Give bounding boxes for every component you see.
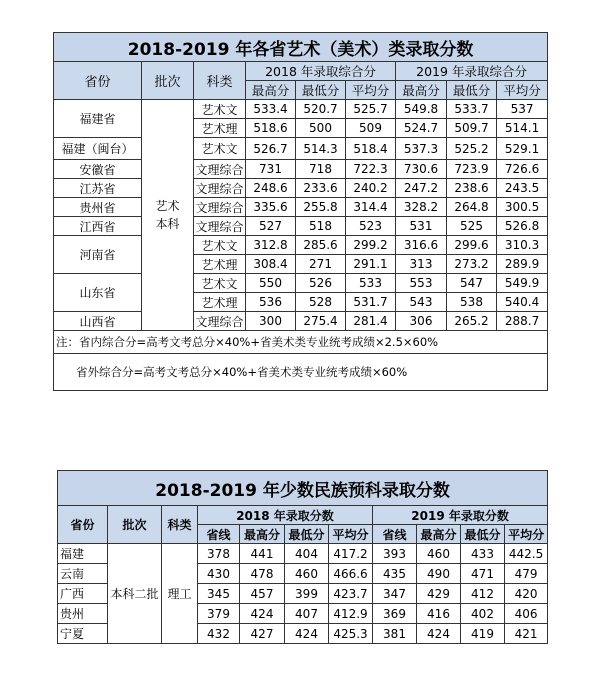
value-cell: 369 [373,604,417,624]
value-cell: 248.6 [246,179,296,198]
header-2018: 2018 年录取综合分 [246,62,396,81]
value-cell: 419 [461,624,505,644]
header-2018-line: 省线 [198,525,240,544]
header-2019-line: 省线 [373,525,417,544]
header-2018-max: 最高分 [246,81,296,100]
value-cell: 479 [505,564,548,584]
table-row [54,160,548,179]
value-cell: 718 [296,160,346,179]
header-2019-min: 最低分 [461,525,505,544]
value-cell: 509.7 [447,119,497,138]
header-2019: 2019 年录取分数 [373,506,548,525]
value-cell: 730.6 [396,160,447,179]
table-row [54,179,548,198]
header-2019-avg: 平均分 [505,525,548,544]
value-cell: 529.1 [497,138,548,160]
value-cell: 433 [461,544,505,564]
subject-cell: 艺术理 [194,293,246,312]
value-cell: 731 [246,160,296,179]
value-cell: 291.1 [346,255,396,274]
value-cell: 313 [396,255,447,274]
value-cell: 402 [461,604,505,624]
value-cell: 247.2 [396,179,447,198]
value-cell: 525.2 [447,138,497,160]
value-cell: 424 [240,604,285,624]
value-cell: 345 [198,584,240,604]
header-subject: 科类 [162,506,198,544]
table-row [54,198,548,217]
value-cell: 549.9 [497,274,548,293]
header-2019-min: 最低分 [447,81,497,100]
value-cell: 243.5 [497,179,548,198]
subject-cell: 文理综合 [194,312,246,331]
value-cell: 423.7 [329,584,373,604]
value-cell: 393 [373,544,417,564]
value-cell: 500 [296,119,346,138]
art-admission-table [53,32,548,391]
value-cell: 308.4 [246,255,296,274]
value-cell: 299.6 [447,236,497,255]
header-2019: 2019 年录取综合分 [396,62,548,81]
province-cell: 福建（闽台） [54,138,142,160]
value-cell: 425.3 [329,624,373,644]
value-cell: 550 [246,274,296,293]
value-cell: 531.7 [346,293,396,312]
value-cell: 524.7 [396,119,447,138]
value-cell: 547 [447,274,497,293]
value-cell: 523 [346,217,396,236]
value-cell: 533.7 [447,100,497,119]
value-cell: 514.1 [497,119,548,138]
value-cell: 537 [497,100,548,119]
value-cell: 466.6 [329,564,373,584]
subject-cell: 艺术文 [194,138,246,160]
table-row [54,100,548,119]
header-2018-min: 最低分 [285,525,329,544]
header-2019-max: 最高分 [396,81,447,100]
value-cell: 478 [240,564,285,584]
value-cell: 525 [447,217,497,236]
table-row [54,217,548,236]
value-cell: 316.6 [396,236,447,255]
header-2018-max: 最高分 [240,525,285,544]
province-cell: 河南省 [54,236,142,274]
value-cell: 264.8 [447,198,497,217]
value-cell: 527 [246,217,296,236]
value-cell: 531 [396,217,447,236]
table-row [58,544,548,564]
value-cell: 412.9 [329,604,373,624]
province-cell: 山东省 [54,274,142,312]
value-cell: 424 [417,624,461,644]
value-cell: 416 [417,604,461,624]
header-2018: 2018 年录取分数 [198,506,373,525]
value-cell: 335.6 [246,198,296,217]
value-cell: 427 [240,624,285,644]
province-cell: 安徽省 [54,160,142,179]
value-cell: 412 [461,584,505,604]
value-cell: 537.3 [396,138,447,160]
value-cell: 540.4 [497,293,548,312]
value-cell: 417.2 [329,544,373,564]
value-cell: 312.8 [246,236,296,255]
value-cell: 271 [296,255,346,274]
batch-cell: 艺术 本科 [142,100,194,331]
minority-table-title: 2018-2019 年少数民族预科录取分数 [58,471,548,506]
province-cell: 江西省 [54,217,142,236]
province-cell: 福建 [58,544,108,564]
province-cell: 云南 [58,564,108,584]
value-cell: 553 [396,274,447,293]
subject-cell: 文理综合 [194,179,246,198]
subject-cell: 文理综合 [194,198,246,217]
value-cell: 543 [396,293,447,312]
value-cell: 435 [373,564,417,584]
value-cell: 379 [198,604,240,624]
value-cell: 240.2 [346,179,396,198]
value-cell: 406 [505,604,548,624]
value-cell: 233.6 [296,179,346,198]
value-cell: 509 [346,119,396,138]
value-cell: 310.3 [497,236,548,255]
province-cell: 贵州省 [54,198,142,217]
header-batch: 批次 [142,62,194,100]
province-cell: 广西 [58,584,108,604]
subject-cell: 艺术理 [194,255,246,274]
value-cell: 281.4 [346,312,396,331]
value-cell: 722.3 [346,160,396,179]
value-cell: 528 [296,293,346,312]
value-cell: 430 [198,564,240,584]
value-cell: 399 [285,584,329,604]
value-cell: 347 [373,584,417,604]
value-cell: 442.5 [505,544,548,564]
value-cell: 526.7 [246,138,296,160]
value-cell: 299.2 [346,236,396,255]
formula-note-domestic: 注：省内综合分=高考文考总分×40%+省美术类专业统考成绩×2.5×60% [54,331,548,354]
table-row [54,236,548,255]
value-cell: 536 [246,293,296,312]
value-cell: 457 [240,584,285,604]
subject-cell: 文理综合 [194,160,246,179]
value-cell: 255.8 [296,198,346,217]
value-cell: 460 [417,544,461,564]
table-row [54,138,548,160]
value-cell: 429 [417,584,461,604]
value-cell: 533.4 [246,100,296,119]
province-cell: 贵州 [58,604,108,624]
value-cell: 518.6 [246,119,296,138]
value-cell: 460 [285,564,329,584]
value-cell: 525.7 [346,100,396,119]
value-cell: 432 [198,624,240,644]
value-cell: 490 [417,564,461,584]
value-cell: 328.2 [396,198,447,217]
province-cell: 江苏省 [54,179,142,198]
value-cell: 381 [373,624,417,644]
value-cell: 514.3 [296,138,346,160]
value-cell: 518 [296,217,346,236]
subject-cell: 艺术文 [194,274,246,293]
header-2019-max: 最高分 [417,525,461,544]
value-cell: 421 [505,624,548,644]
value-cell: 726.6 [497,160,548,179]
header-batch: 批次 [108,506,162,544]
value-cell: 441 [240,544,285,564]
subject-cell: 艺术文 [194,100,246,119]
value-cell: 404 [285,544,329,564]
header-2018-avg: 平均分 [329,525,373,544]
value-cell: 520.7 [296,100,346,119]
value-cell: 238.6 [447,179,497,198]
header-province: 省份 [54,62,142,100]
value-cell: 518.4 [346,138,396,160]
table-row [54,312,548,331]
header-province: 省份 [58,506,108,544]
province-cell: 宁夏 [58,624,108,644]
art-table-title: 2018-2019 年各省艺术（美术）类录取分数 [54,33,548,62]
value-cell: 273.2 [447,255,497,274]
subject-cell: 艺术文 [194,236,246,255]
value-cell: 285.6 [296,236,346,255]
batch-cell: 本科二批 [108,544,162,644]
value-cell: 288.7 [497,312,548,331]
value-cell: 265.2 [447,312,497,331]
value-cell: 526 [296,274,346,293]
value-cell: 471 [461,564,505,584]
province-cell: 福建省 [54,100,142,138]
subject-cell: 理工 [162,544,198,644]
value-cell: 300.5 [497,198,548,217]
value-cell: 549.8 [396,100,447,119]
value-cell: 533 [346,274,396,293]
header-2019-avg: 平均分 [497,81,548,100]
province-cell: 山西省 [54,312,142,331]
minority-admission-table [57,470,548,644]
value-cell: 424 [285,624,329,644]
value-cell: 289.9 [497,255,548,274]
value-cell: 275.4 [296,312,346,331]
table-row [54,274,548,293]
value-cell: 407 [285,604,329,624]
value-cell: 420 [505,584,548,604]
formula-note-external: 省外综合分=高考文考总分×40%+省美术类专业统考成绩×60% [54,354,548,391]
value-cell: 306 [396,312,447,331]
header-subject: 科类 [194,62,246,100]
value-cell: 378 [198,544,240,564]
value-cell: 538 [447,293,497,312]
value-cell: 300 [246,312,296,331]
subject-cell: 艺术理 [194,119,246,138]
header-2018-avg: 平均分 [346,81,396,100]
subject-cell: 文理综合 [194,217,246,236]
header-2018-min: 最低分 [296,81,346,100]
value-cell: 314.4 [346,198,396,217]
value-cell: 526.8 [497,217,548,236]
value-cell: 723.9 [447,160,497,179]
